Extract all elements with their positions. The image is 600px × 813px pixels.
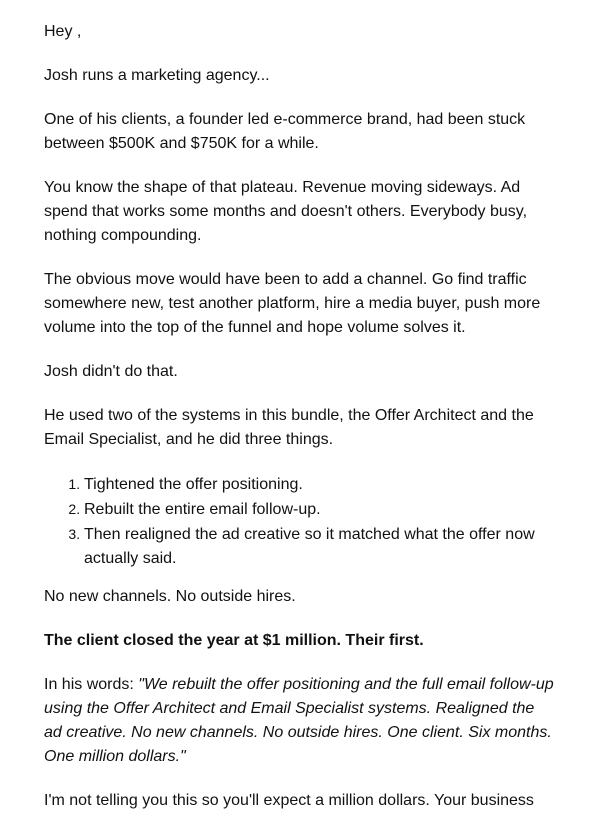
greeting: Hey , (44, 23, 82, 40)
paragraph-systems: He used two of the systems in this bundle, the Offer Architect and the Email Specialist, and he did three things. (44, 407, 534, 448)
paragraph-plateau: You know the shape of that plateau. Revenue moving sideways. Ad spend that works some months and doesn't others. Everybody busy, nothing compounding. (44, 179, 528, 244)
paragraph-client: One of his clients, a founder led e-commerce brand, had been stuck between $500K and $750K for a while. (44, 111, 526, 152)
quote-text: "We rebuilt the offer positioning and the full email follow-up using the Offer Architect and Email Specialist systems. Realigned the ad creative. No new channels. No outside hires. One client. Six months. One million dollars." (44, 676, 554, 765)
quote-intro: In his words: (44, 676, 139, 693)
paragraph-quote (44, 673, 556, 769)
paragraph-intro: Josh runs a marketing agency... (44, 67, 270, 84)
paragraph-no-channels: No new channels. No outside hires. (44, 588, 296, 605)
list-item: 1. Tightened the offer positioning. (84, 472, 556, 497)
paragraph-obvious-move: The obvious move would have been to add a channel. Go find traffic somewhere new, test another platform, hire a media buyer, push more volume into the top of the funnel and hope volume solves it. (44, 271, 541, 336)
paragraph-closing: I'm not telling you this so you'll expect a million dollars. Your business (44, 792, 534, 809)
paragraph-result: The client closed the year at $1 million. Their first. (44, 632, 424, 649)
paragraph-josh-didnt: Josh didn't do that. (44, 363, 178, 380)
steps-list (44, 472, 556, 571)
list-item: 2. Rebuilt the entire email follow-up. (84, 497, 556, 522)
list-item: 3. Then realigned the ad creative so it matched what the offer now actually said. (84, 522, 556, 571)
